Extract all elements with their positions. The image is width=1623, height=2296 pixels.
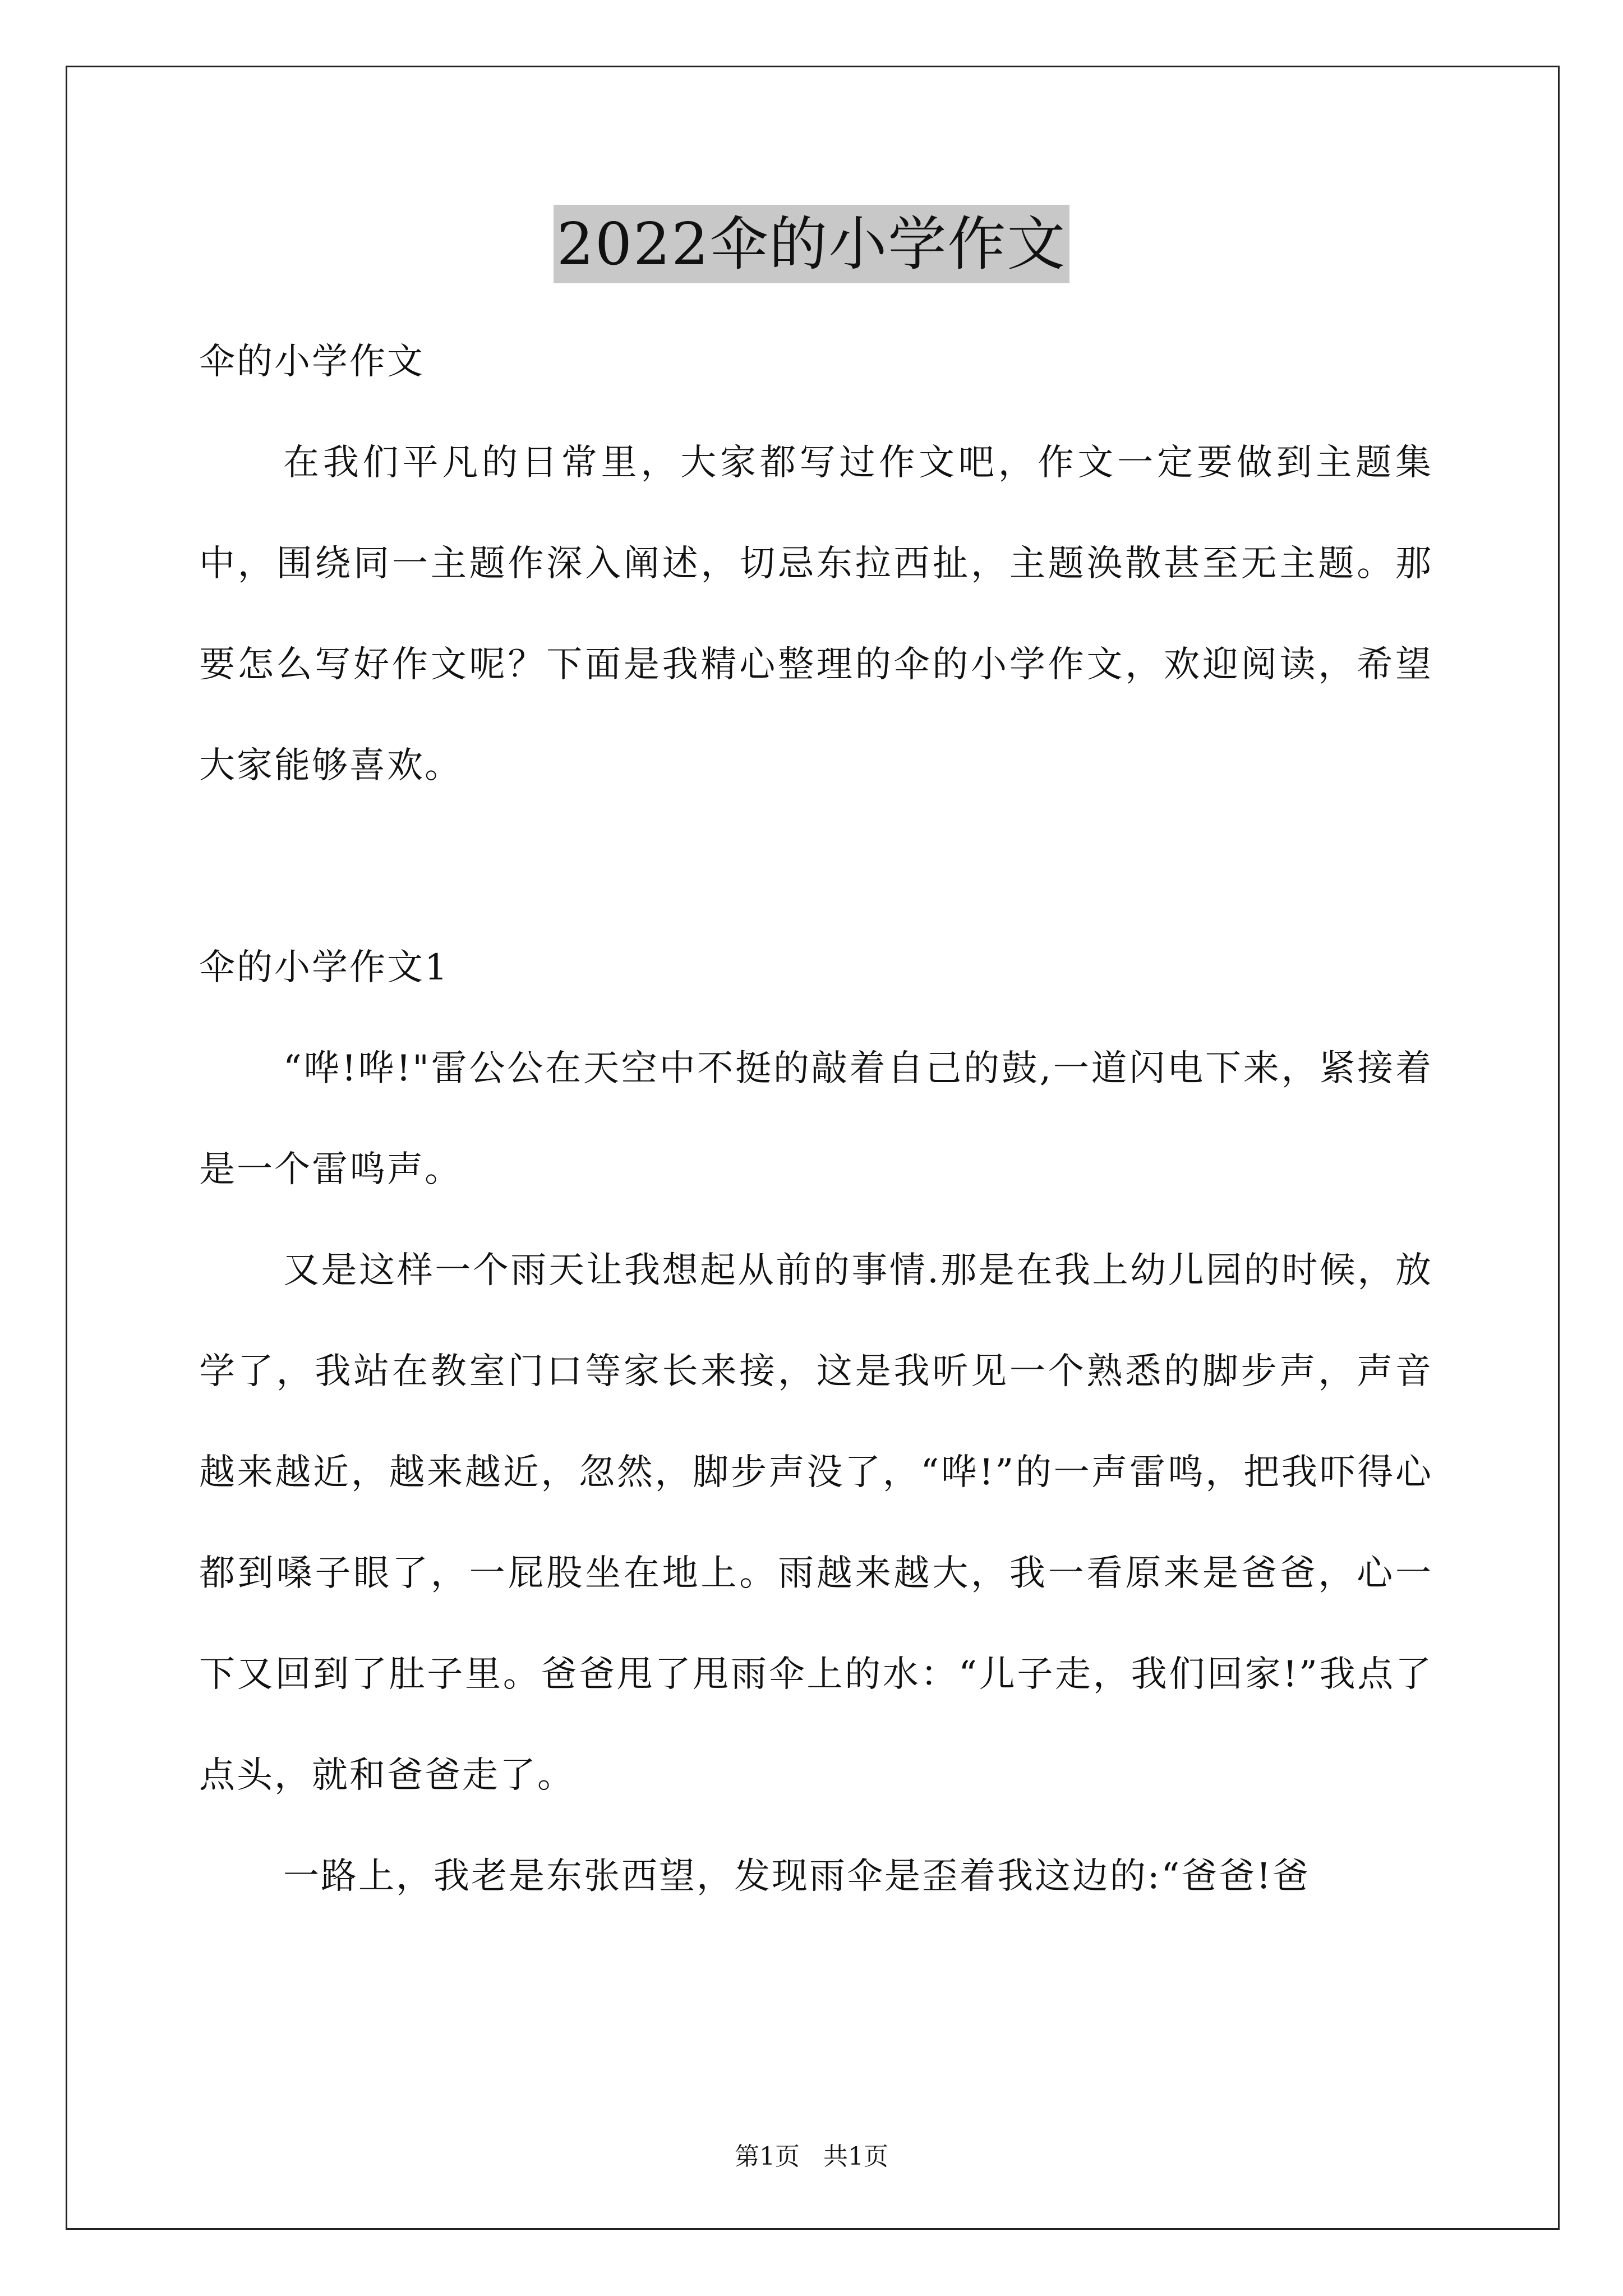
body-paragraph-1: “哗!哗!"雷公公在天空中不挺的敲着自己的鼓,一道闪电下来，紧接着是一个雷鸣声。 xyxy=(199,1048,1433,1190)
intro-paragraph: 在我们平凡的日常里，大家都写过作文吧，作文一定要做到主题集中，围绕同一主题作深入阐述，切忌东拉西扯，主题涣散甚至无主题。那要怎么写好作文呢？下面是我精心整理的伞的小学作文，欢迎阅读，希望大家能够喜欢。 xyxy=(199,442,1433,786)
document-title: 2022伞的小学作文 xyxy=(554,205,1070,283)
document-body xyxy=(199,311,1433,1927)
document-heading: 伞的小学作文 xyxy=(199,341,425,383)
page-footer xyxy=(0,2140,1623,2174)
body-paragraph-2: 又是这样一个雨天让我想起从前的事情.那是在我上幼儿园的时候，放学了，我站在教室门口等家长来接，这是我听见一个熟悉的脚步声，声音越来越近，越来越近，忽然，脚步声没了，“哗!”的一声雷鸣，把我吓得心都到嗓子眼了，一屁股坐在地上。雨越来越大，我一看原来是爸爸，心一下又回到了肚子里。爸爸甩了甩雨伞上的水：“儿子走，我们回家!”我点了点头，就和爸爸走了。 xyxy=(199,1250,1433,1796)
title-container xyxy=(0,205,1623,283)
body-paragraph-3: 一路上，我老是东张西望，发现雨伞是歪着我这边的:“爸爸!爸 xyxy=(283,1856,1310,1897)
section-gap xyxy=(199,816,1433,917)
section-title: 伞的小学作文1 xyxy=(199,947,449,988)
page-total: 共1页 xyxy=(823,2142,888,2171)
page-number: 第1页 xyxy=(735,2142,800,2171)
